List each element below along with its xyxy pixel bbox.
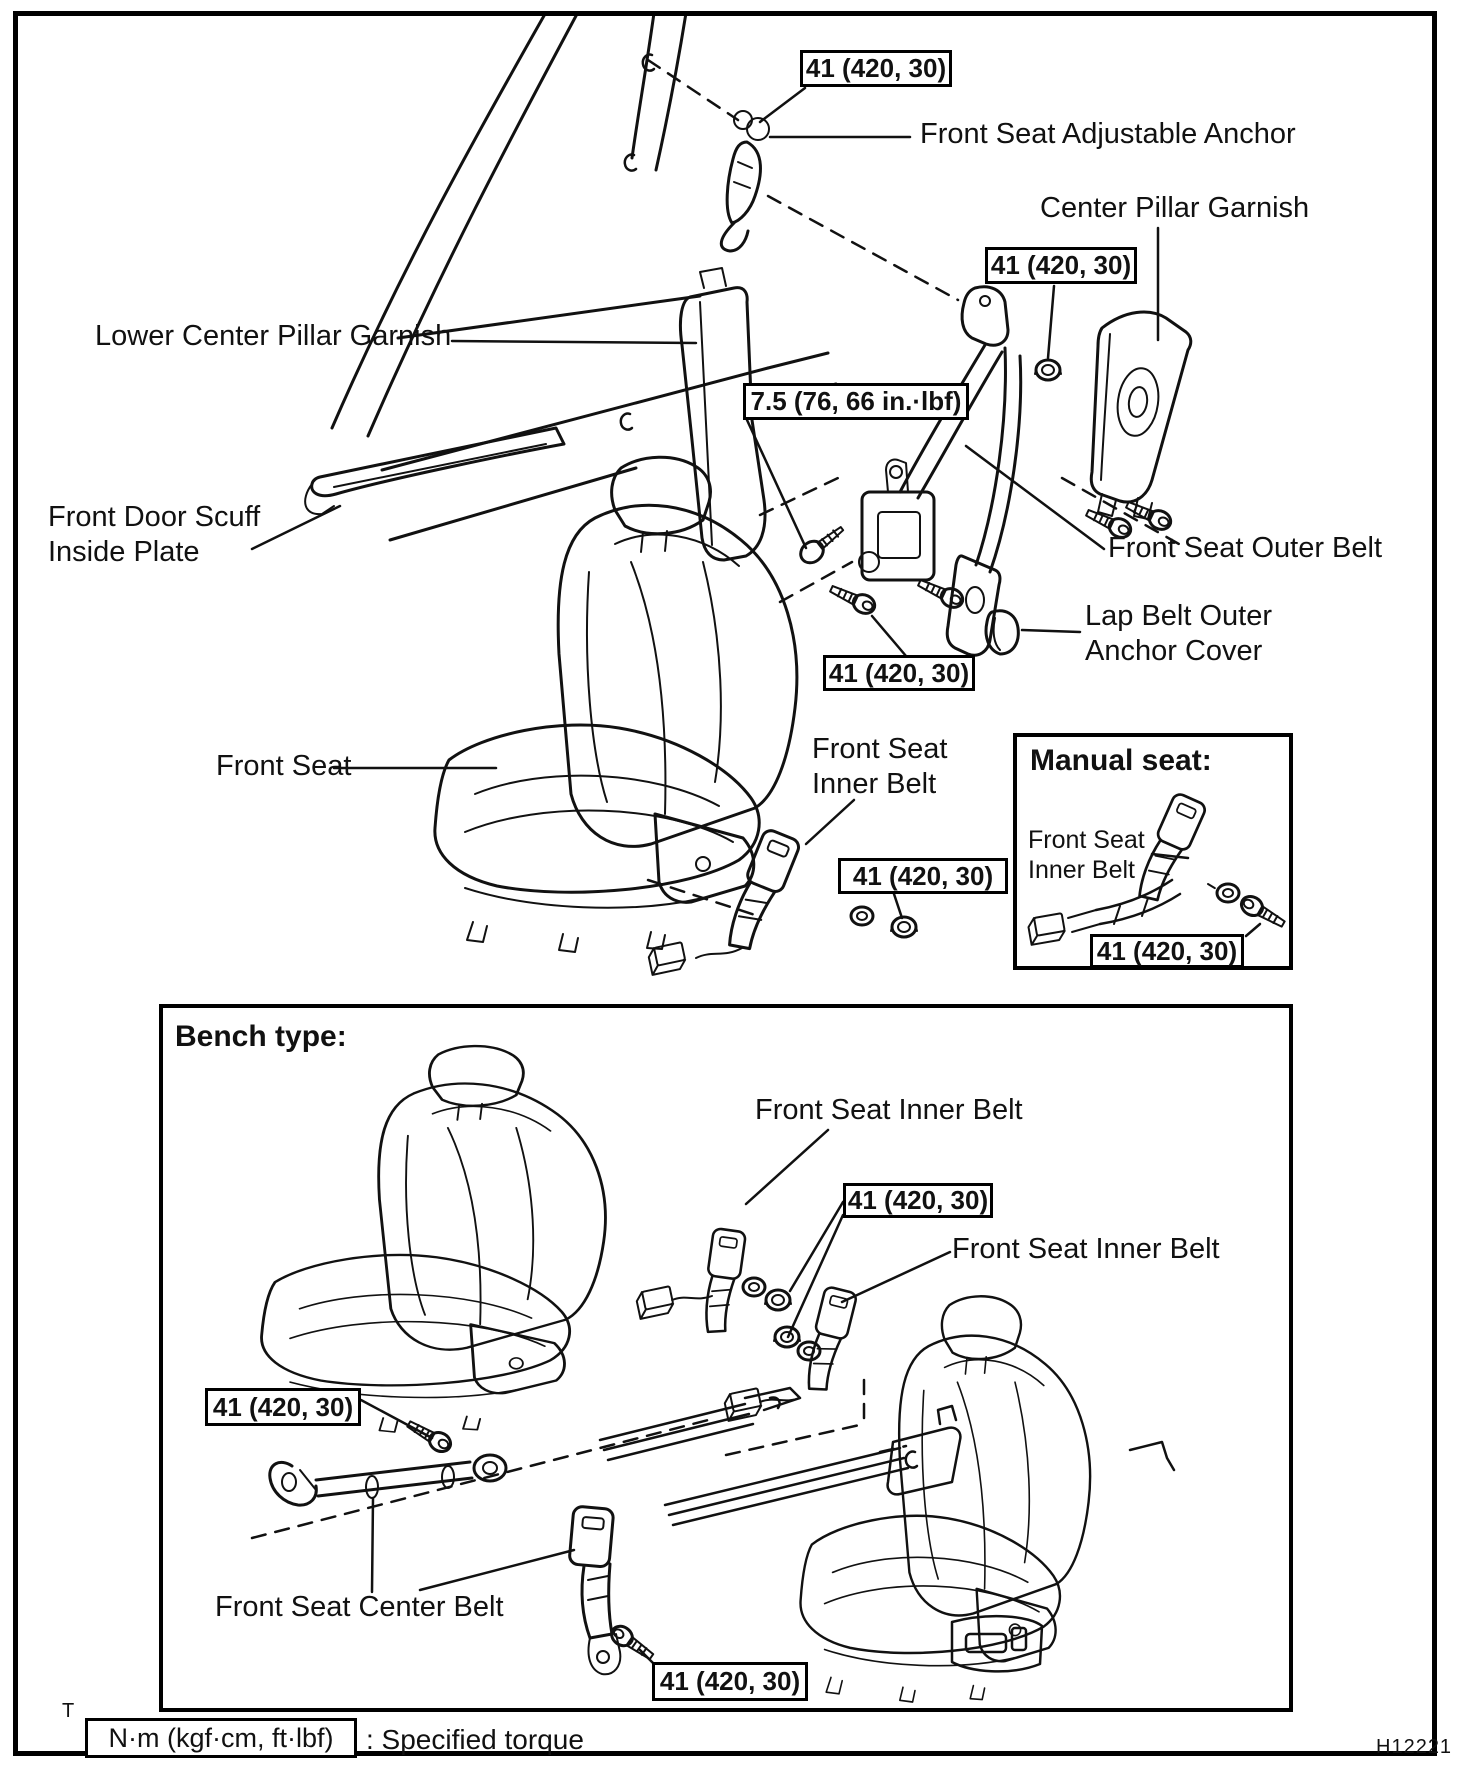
label-front-door-scuff-1: Front Door Scuff	[48, 501, 261, 533]
label-front-seat: Front Seat	[216, 750, 352, 782]
torque-box-bench-inner: 41 (420, 30)	[843, 1183, 993, 1218]
manual-inner-belt-label-1: Front Seat	[1028, 826, 1145, 854]
label-lap-belt-outer-1: Lap Belt Outer	[1085, 600, 1272, 632]
manual-inner-belt-label-2: Inner Belt	[1028, 856, 1136, 884]
torque-box-retractor: 7.5 (76, 66 in.·lbf)	[743, 383, 969, 420]
label-bench-inner-belt-2: Front Seat Inner Belt	[952, 1233, 1220, 1265]
torque-box-lap-anchor: 41 (420, 30)	[823, 655, 975, 691]
torque-box-center-anchor: 41 (420, 30)	[205, 1388, 361, 1426]
legend-unit-box: N·m (kgf·cm, ft·lbf)	[85, 1718, 357, 1758]
torque-box-inner-belt: 41 (420, 30)	[838, 858, 1008, 894]
torque-box-manual-seat: 41 (420, 30)	[1090, 934, 1244, 968]
figure-code: H12221	[1376, 1736, 1453, 1758]
torque-box-garnish-nut: 41 (420, 30)	[985, 247, 1137, 284]
label-center-pillar-garnish: Center Pillar Garnish	[1040, 192, 1310, 224]
legend-description: : Specified torque	[366, 1724, 584, 1755]
bench-type-title: Bench type:	[175, 1020, 347, 1053]
label-front-seat-outer-belt: Front Seat Outer Belt	[1108, 532, 1383, 564]
label-front-seat-center-belt: Front Seat Center Belt	[215, 1591, 504, 1623]
label-bench-inner-belt-1: Front Seat Inner Belt	[755, 1094, 1023, 1126]
manual-seat-title: Manual seat:	[1030, 744, 1212, 777]
torque-box-anchor: 41 (420, 30)	[800, 50, 952, 87]
label-front-seat-inner-belt-2: Inner Belt	[812, 768, 937, 800]
torque-box-center-buckle: 41 (420, 30)	[652, 1662, 808, 1701]
label-front-seat-adjustable-anchor: Front Seat Adjustable Anchor	[920, 118, 1296, 150]
label-front-seat-inner-belt-1: Front Seat	[812, 733, 948, 765]
label-front-door-scuff-2: Inside Plate	[48, 536, 200, 568]
label-lap-belt-outer-2: Anchor Cover	[1085, 635, 1263, 667]
label-lower-center-pillar-garnish: Lower Center Pillar Garnish	[95, 320, 452, 352]
legend-prefix: T	[62, 1700, 75, 1722]
